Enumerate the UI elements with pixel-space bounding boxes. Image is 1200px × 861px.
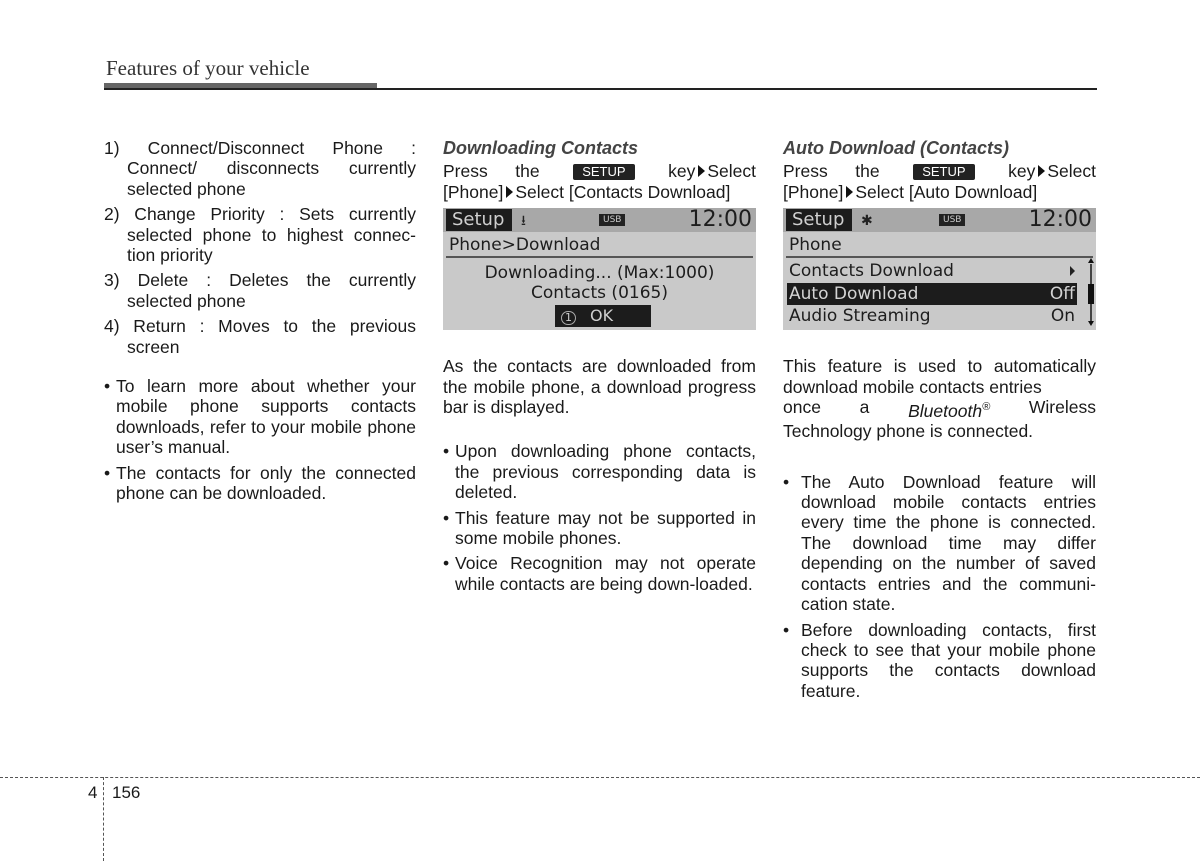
- bullet-item: • To learn more about whether your mobile phone supports contacts downloads, refer to your mobile phone user’s manual.: [104, 376, 416, 458]
- setup-key-badge: SETUP: [913, 164, 974, 180]
- path-target: Select [Contacts Download]: [515, 181, 731, 202]
- paragraph: [783, 356, 1096, 441]
- path-phone: [Phone]: [443, 181, 504, 202]
- list-item: 2) Change Priority : Sets currently selected phone to highest connec-tion priority: [104, 204, 416, 266]
- setup-key-badge: SETUP: [573, 164, 634, 180]
- download-screen: [443, 208, 756, 330]
- paragraph: As the contacts are downloaded from the mobile phone, a download progress bar is displayed.: [443, 356, 756, 418]
- list-item: 4) Return : Moves to the previous screen: [104, 316, 416, 357]
- section-title: Auto Download (Contacts): [783, 138, 1009, 158]
- path-target: Select [Auto Download]: [855, 181, 1038, 202]
- list-item: 3) Delete : Deletes the currently selected phone: [104, 270, 416, 311]
- scroll-down-icon: [1088, 321, 1094, 326]
- paragraph-line: [783, 397, 1096, 421]
- menu-item-value: On: [1050, 306, 1075, 327]
- instruction-press: Press: [783, 161, 828, 182]
- menu-item-audio-streaming[interactable]: [787, 305, 1077, 327]
- download-icon: ⭳: [521, 213, 526, 230]
- list-item: 1) Connect/Disconnect Phone : Connect/ disconnects currently selected phone: [104, 138, 416, 199]
- screen-subtitle-label: Phone: [789, 235, 842, 256]
- arrow-right-icon: [1038, 165, 1045, 177]
- contacts-count: Contacts (0165): [531, 283, 668, 304]
- header-rule: [104, 88, 1097, 90]
- path-phone: [Phone]: [783, 181, 844, 202]
- bullet-text: This feature may not be supported in some mobile phones.: [455, 507, 756, 549]
- paragraph-line: Technology phone is connected.: [783, 421, 1034, 442]
- screen-clock: 12:00: [1028, 208, 1092, 233]
- menu-item-label: Audio Streaming: [789, 306, 931, 327]
- screen-subtitle: [787, 234, 1086, 256]
- bullet-item: • This feature may not be supported in some mobile phones.: [443, 507, 756, 549]
- bluetooth-term: Bluetooth: [908, 400, 983, 421]
- bullet-item: • Upon downloading phone contacts, the previous corresponding data is deleted.: [443, 441, 756, 503]
- paragraph-word: Wireless: [1028, 397, 1096, 418]
- column-left: [104, 138, 416, 509]
- screen-setup-label: Setup: [786, 209, 852, 231]
- section-title: Downloading Contacts: [443, 138, 638, 158]
- footer-divider: [103, 777, 104, 861]
- bullet-item: • The Auto Download feature will download mobile contacts entries every time the phone is connected. The download time may differ depending on the number of saved contacts entries and the communi-cation state.: [783, 471, 1096, 615]
- key-one-icon: 1: [561, 311, 576, 325]
- bullet-item: • The contacts for only the connected phone can be downloaded.: [104, 462, 416, 504]
- scroll-thumb[interactable]: [1088, 284, 1094, 304]
- arrow-right-icon: [1070, 260, 1075, 282]
- arrow-right-icon: [698, 165, 705, 177]
- ok-button[interactable]: [555, 305, 651, 327]
- menu-item-value: Off: [1049, 284, 1075, 305]
- screen-status-bar: [443, 208, 756, 232]
- bullet-item: • Voice Recognition may not operate while contacts are being down-loaded.: [443, 553, 756, 594]
- instruction-path: [443, 182, 756, 202]
- bullet-text: Upon downloading phone contacts, the previous corresponding data is deleted.: [455, 441, 756, 503]
- column-right: [783, 138, 1096, 706]
- screen-divider: [446, 256, 753, 258]
- instruction-key: key: [668, 161, 696, 182]
- instruction-line: [443, 161, 756, 181]
- chapter-number: 4: [88, 783, 98, 802]
- page-number: 156: [112, 783, 141, 802]
- bullet-text: Voice Recognition may not operate while contacts are being down-loaded.: [455, 553, 756, 594]
- download-status: Downloading... (Max:1000): [484, 263, 715, 284]
- bullet-text: Before downloading contacts, first check to see that your mobile phone supports the contacts download feature.: [801, 619, 1096, 701]
- bluetooth-icon: ✱: [861, 213, 873, 230]
- instruction-the: the: [855, 161, 880, 182]
- registered-mark: ®: [982, 401, 991, 414]
- screen-status-bar: [783, 208, 1096, 232]
- instruction-select: Select: [707, 161, 756, 182]
- screen-scrollbar[interactable]: [1088, 258, 1094, 326]
- instruction-press: Press: [443, 161, 488, 182]
- paragraph-word: once: [783, 397, 821, 418]
- footer-rule: [0, 777, 1200, 778]
- screen-subtitle: Phone>Download: [449, 235, 601, 256]
- paragraph-word: a: [859, 397, 870, 418]
- column-middle: [443, 138, 756, 599]
- arrow-right-icon: [846, 186, 853, 198]
- usb-badge: USB: [599, 214, 625, 226]
- paragraph-line: This feature is used to automatically download mobile contacts entries: [783, 356, 1096, 397]
- bullet-text: The contacts for only the connected phone can be downloaded.: [116, 462, 416, 504]
- screen-divider: [786, 256, 1093, 258]
- arrow-right-icon: [506, 186, 513, 198]
- menu-item-label: Contacts Download: [789, 261, 954, 282]
- usb-badge: USB: [939, 214, 965, 226]
- screen-setup-label: Setup: [446, 209, 512, 231]
- menu-item-auto-download[interactable]: [787, 283, 1077, 305]
- screen-clock: 12:00: [688, 208, 752, 233]
- instruction-the: the: [515, 161, 540, 182]
- instruction-select: Select: [1047, 161, 1096, 182]
- bullet-text: The Auto Download feature will download mobile contacts entries every time the phone is connected. The download time may differ depending on the number of saved contacts entries and the communi-cation state.: [801, 471, 1096, 615]
- menu-item-contacts-download[interactable]: [787, 260, 1077, 282]
- scroll-up-icon: [1088, 258, 1094, 263]
- instruction-line: [783, 161, 1096, 181]
- bullet-text: To learn more about whether your mobile phone supports contacts downloads, refer to your mobile phone user’s manual.: [116, 376, 416, 458]
- ok-label: OK: [590, 306, 614, 326]
- auto-download-screen: [783, 208, 1096, 330]
- menu-item-label: Auto Download: [789, 284, 919, 305]
- page-header-title: Features of your vehicle: [106, 56, 310, 80]
- instruction-key: key: [1008, 161, 1036, 182]
- instruction-path: [783, 182, 1096, 202]
- bullet-item: • Before downloading contacts, first check to see that your mobile phone supports the contacts download feature.: [783, 619, 1096, 701]
